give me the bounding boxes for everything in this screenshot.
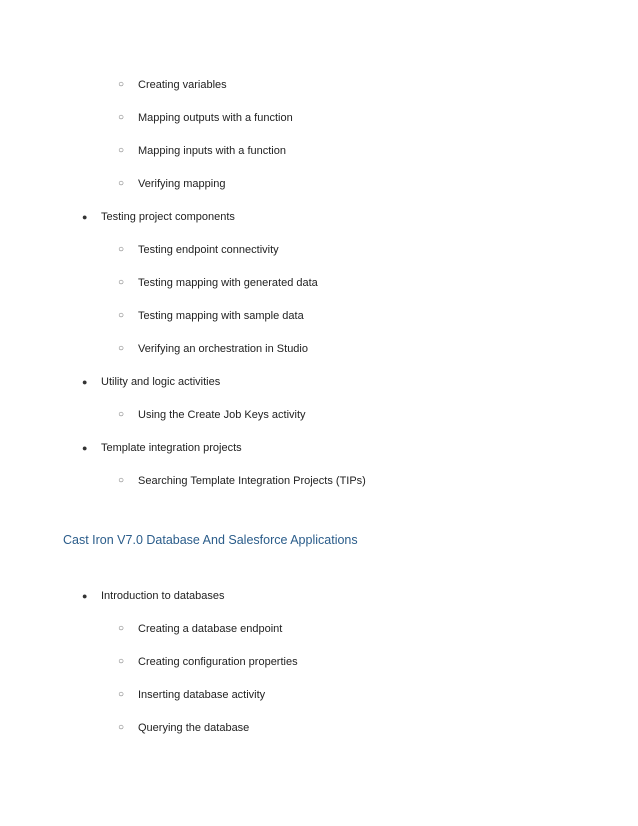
filled-bullet-icon: ●	[82, 443, 88, 453]
hollow-bullet-icon: ○	[118, 244, 125, 255]
hollow-bullet-icon: ○	[118, 623, 125, 634]
filled-bullet-icon: ●	[82, 591, 88, 601]
hollow-bullet-icon: ○	[118, 409, 125, 420]
hollow-bullet-icon: ○	[118, 178, 125, 189]
list-item: Mapping inputs with a function	[138, 145, 286, 157]
hollow-bullet-icon: ○	[118, 145, 125, 156]
hollow-bullet-icon: ○	[118, 656, 125, 667]
list-item: Introduction to databases	[101, 590, 225, 602]
hollow-bullet-icon: ○	[118, 475, 125, 486]
list-item: Using the Create Job Keys activity	[138, 409, 306, 421]
hollow-bullet-icon: ○	[118, 310, 125, 321]
list-item: Mapping outputs with a function	[138, 112, 293, 124]
hollow-bullet-icon: ○	[118, 277, 125, 288]
list-item: Creating a database endpoint	[138, 623, 283, 635]
list-item: Searching Template Integration Projects (TIPs)	[138, 475, 366, 487]
list-item: Template integration projects	[101, 442, 242, 454]
list-item: Creating configuration properties	[138, 656, 298, 668]
hollow-bullet-icon: ○	[118, 689, 125, 700]
filled-bullet-icon: ●	[82, 377, 88, 387]
filled-bullet-icon: ●	[82, 212, 88, 222]
list-item: Utility and logic activities	[101, 376, 221, 388]
list-item: Testing mapping with generated data	[138, 277, 318, 289]
hollow-bullet-icon: ○	[118, 722, 125, 733]
hollow-bullet-icon: ○	[118, 343, 125, 354]
section-heading: Cast Iron V7.0 Database And Salesforce Applications	[63, 533, 358, 547]
list-item: Verifying an orchestration in Studio	[138, 343, 308, 355]
list-item: Testing mapping with sample data	[138, 310, 304, 322]
list-item: Verifying mapping	[138, 178, 226, 190]
list-item: Testing project components	[101, 211, 235, 223]
list-item: Testing endpoint connectivity	[138, 244, 279, 256]
list-item: Inserting database activity	[138, 689, 266, 701]
list-item: Querying the database	[138, 722, 250, 734]
hollow-bullet-icon: ○	[118, 79, 125, 90]
hollow-bullet-icon: ○	[118, 112, 125, 123]
list-item: Creating variables	[138, 79, 227, 91]
